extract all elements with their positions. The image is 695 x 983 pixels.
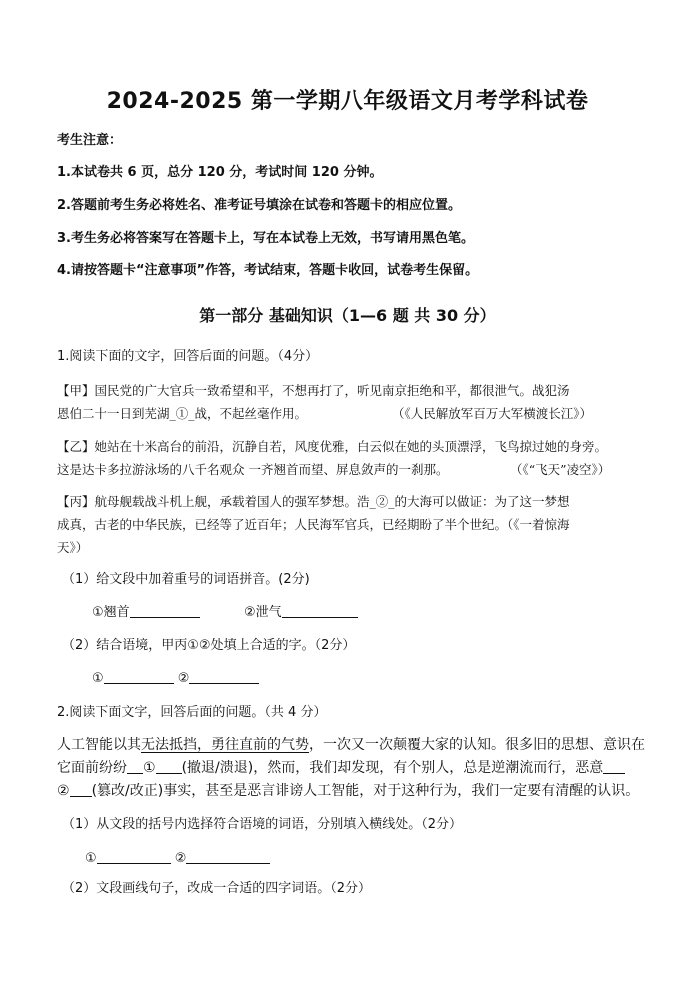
q2-sub1: （1）从文段的括号内选择符合语境的词语，分别填入横线处。（2分） <box>62 817 463 832</box>
q2-sub2: （2）文段画线句子，改成一合适的四字词语。（2分） <box>62 881 372 896</box>
q1-jia-source: （《人民解放军百万大军横渡长江》） <box>392 406 593 421</box>
q1-bing-line-2: 成真，古老的中华民族，已经等了近百年；人民海军官兵，已经期盼了半个世纪。（《一着惊海 <box>57 517 570 532</box>
q1-sub1-item-b: ②泄气 <box>243 605 282 620</box>
q2-blank-2-right[interactable] <box>70 783 92 797</box>
q2-passage-line-1 <box>57 737 645 753</box>
q1-sub2: （2）结合语境，甲丙①②处填上合适的字。（2分） <box>62 638 356 653</box>
q2-passage-line-3 <box>57 783 639 799</box>
q1-sub1: （1）给文段中加着重号的词语拼音。(2分) <box>62 572 310 587</box>
q1-sub2-item-a: ① <box>92 671 104 686</box>
notice-item-2: 2.答题前考生务必将姓名、准考证号填涂在试卷和答题卡的相应位置。 <box>57 198 461 213</box>
q1-sub2-blank-a[interactable] <box>104 670 174 684</box>
notice-item-3: 3.考生务必将答案写在答题卡上，写在本试卷上无效，书写请用黑色笔。 <box>57 231 474 246</box>
q2-blank-1-left[interactable] <box>127 760 143 774</box>
q1-sub1-blank-b[interactable] <box>282 604 358 618</box>
q1-jia-line-1: 【甲】国民党的广大官兵一致希望和平，不想再打了，听见南京拒绝和平，都很泄气。战犯汤 <box>57 383 570 398</box>
q2-sub1-item-b: ② <box>174 851 187 866</box>
q2-underlined-sentence: 无法抵挡，勇往直前的气势 <box>141 737 309 753</box>
section-1-title: 第一部分 基础知识（1—6 题 共 30 分） <box>199 306 496 325</box>
q2-sub1-blank-a[interactable] <box>97 850 171 864</box>
q1-bing-line-1: 【丙】航母舰载战斗机上舰，承载着国人的强军梦想。浩_②_的大海可以做证：为了这一梦想 <box>57 494 570 509</box>
q1-jia-line-2: 恩伯二十一日到芜湖_①_战，不起丝毫作用。 <box>57 406 308 421</box>
exam-title: 2024-2025 第一学期八年级语文月考学科试卷 <box>106 89 589 114</box>
q2-blank-1-right[interactable] <box>156 760 182 774</box>
q2-passage-line-2 <box>57 760 625 776</box>
q1-sub1-item-a: ①翘首 <box>92 605 130 620</box>
q2-passage-text: 人工智能以其 <box>57 737 141 753</box>
q1-bing-line-3: 天》） <box>57 540 89 555</box>
q1-yi-source: （《“飞天”凌空》） <box>510 462 611 477</box>
q1-yi-line-1: 【乙】她站在十米高台的前沿，沉静自若，风度优雅，白云似在她的头顶漂浮，飞鸟掠过她的身旁。 <box>57 439 608 454</box>
q2-sub1-blank-b[interactable] <box>186 850 270 864</box>
q2-passage-text: ，一次又一次颠覆大家的认知。很多旧的思想、意识在 <box>309 737 645 753</box>
q1-sub2-item-b: ② <box>177 671 190 686</box>
q2-passage-text: (篡改/改正)事实，甚至是恶言诽谤人工智能，对于这种行为，我们一定要有清醒的认识。 <box>91 783 640 799</box>
notice-item-4: 4.请按答题卡“注意事项”作答，考试结束，答题卡收回，试卷考生保留。 <box>57 263 479 278</box>
notice-heading: 考生注意： <box>57 133 123 148</box>
q2-prompt: 2.阅读下面文字，回答后面的问题。（共 4 分） <box>57 705 327 720</box>
notice-item-1: 1.本试卷共 6 页，总分 120 分，考试时间 120 分钟。 <box>57 165 383 180</box>
q2-blank-1-number: ① <box>143 760 156 776</box>
q1-sub1-blank-a[interactable] <box>130 604 200 618</box>
q2-sub1-item-a: ① <box>85 851 97 866</box>
q1-sub1-answer-row <box>92 604 358 621</box>
q2-passage-text: (撤退/溃退)，然而，我们却发现，有个别人，总是逆潮流而行，恶意 <box>181 760 604 776</box>
q1-sub2-answer-row <box>92 670 259 687</box>
q1-yi-line-2: 这是达卡多拉游泳场的八千名观众 一齐翘首而望、屏息敛声的一刹那。 <box>57 462 449 477</box>
q2-blank-2-number: ② <box>57 783 70 799</box>
q2-sub1-answer-row <box>85 850 270 867</box>
q2-blank-2-left[interactable] <box>603 760 625 774</box>
q1-prompt: 1.阅读下面的文字，回答后面的问题。（4分） <box>57 349 319 364</box>
q2-passage-text: 它面前纷纷 <box>57 760 127 776</box>
q1-sub2-blank-b[interactable] <box>189 670 259 684</box>
